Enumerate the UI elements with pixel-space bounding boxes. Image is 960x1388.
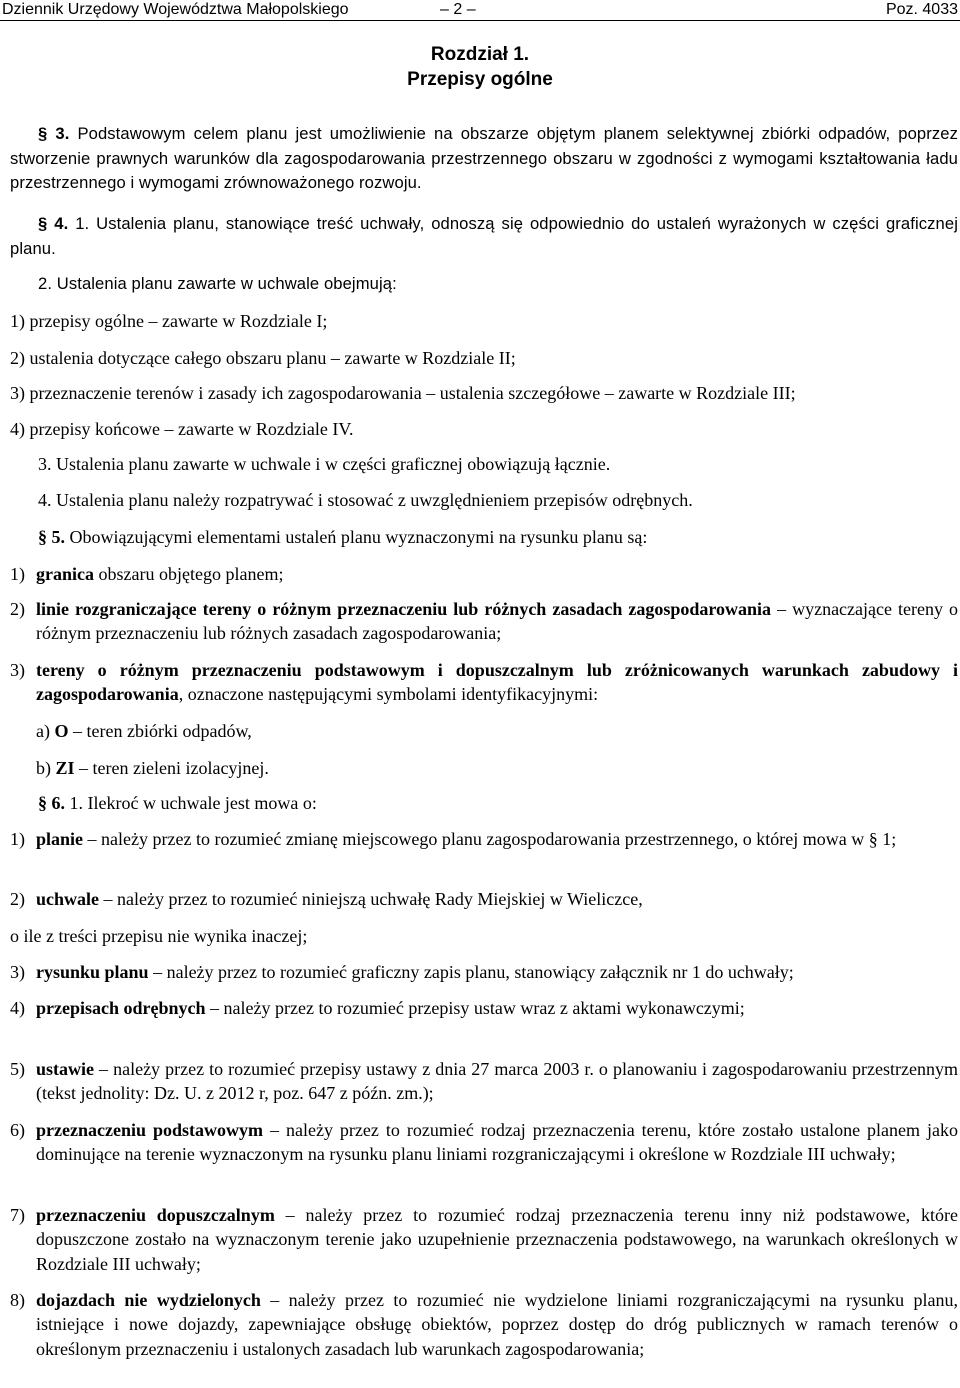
definition: – należy przez to rozumieć przepisy ustaw wraz z aktami wykonawczymi; bbox=[210, 998, 745, 1018]
paragraph-4-1 bbox=[10, 212, 958, 261]
term: przeznaczeniu podstawowym bbox=[36, 1120, 263, 1140]
paragraph-text: 1. Ilekroć w uchwale jest mowa o: bbox=[69, 793, 317, 813]
term: ustawie bbox=[36, 1059, 94, 1079]
definition: – teren zbiórki odpadów, bbox=[73, 721, 252, 741]
item-number: 3) bbox=[10, 962, 25, 982]
item-number: 6) bbox=[10, 1120, 25, 1140]
definition: – należy przez to rozumieć rodzaj przeznaczenia terenu, które zostało ustalone planem jako dominujące na terenie wyznaczonym na rysunku planu liniami rozgraniczającymi i określone w Rozdziale III uchwały; bbox=[36, 1120, 959, 1165]
term: przepisach odrębnych bbox=[36, 998, 206, 1018]
term: linie rozgraniczające tereny o różnym przeznaczeniu lub różnych zasadach zagospodarowania bbox=[36, 599, 772, 619]
page-number: – 2 – bbox=[440, 1, 476, 18]
page-header bbox=[0, 0, 960, 22]
term: uchwale bbox=[36, 889, 99, 909]
position-number: Poz. 4033 bbox=[885, 1, 958, 18]
definition: – teren zieleni izolacyjnej. bbox=[79, 758, 269, 778]
definition-item bbox=[10, 1288, 958, 1361]
term: planie bbox=[36, 829, 84, 849]
list-item: 1) przepisy ogólne – zawarte w Rozdziale I; bbox=[10, 311, 328, 331]
sub-label: a) bbox=[36, 721, 50, 741]
definition: – wyznaczające tereny o różnym przeznaczeniu lub różnych zasadach zagospodarowania; bbox=[36, 599, 958, 644]
definition-item bbox=[10, 887, 958, 911]
symbol: ZI bbox=[55, 758, 75, 778]
term: tereny o różnym przeznaczeniu podstawowym i dopuszczalnym lub zróżnicowanych warunkach zabudowy i zagospodarowania bbox=[36, 660, 958, 705]
definition: obszaru objętego planem; bbox=[98, 564, 284, 584]
definition-item bbox=[10, 1057, 958, 1106]
item-number: 1) bbox=[10, 564, 25, 584]
section-mark: § 3. bbox=[38, 124, 70, 143]
definition: – należy przez to rozumieć nie wydzielone liniami rozgraniczającymi na rysunku planu, istniejące i nowe dojazdy, zapewniające obsługę obiektów, poprzez dostęp do dróg publicznych w ramach terenów o określonym przeznaczeniu i ustalonych zasadach lub warunkach zagospodarowania; bbox=[36, 1290, 958, 1359]
list-item bbox=[10, 658, 958, 707]
symbol: O bbox=[54, 721, 69, 741]
clause-note: o ile z treści przepisu nie wynika inaczej; bbox=[10, 926, 308, 946]
term: dojazdach nie wydzielonych bbox=[36, 1290, 261, 1310]
paragraph-5 bbox=[10, 525, 958, 550]
sub-item bbox=[36, 756, 958, 780]
paragraph-text: Obowiązującymi elementami ustaleń planu wyznaczonymi na rysunku planu są: bbox=[69, 527, 648, 547]
item-number: 2) bbox=[10, 599, 25, 619]
section-mark: § 6. bbox=[38, 793, 65, 813]
definition: , oznaczone następującymi symbolami identyfikacyjnymi: bbox=[178, 684, 599, 705]
list-item bbox=[10, 562, 958, 586]
chapter-number: Rozdział 1. bbox=[430, 44, 530, 65]
item-number: 1) bbox=[10, 829, 25, 849]
definition: – należy przez to rozumieć rodzaj przeznaczenia terenu inny niż podstawowe, które dopuszczone zostało na wyznaczonym terenie jako uzupełnienie przeznaczenia podstawowego, na warunkach określonych w Rozdziale III uchwały; bbox=[36, 1205, 959, 1274]
term: rysunku planu bbox=[36, 962, 149, 982]
definition-item bbox=[10, 827, 958, 851]
paragraph-text: 1. Ustalenia planu, stanowiące treść uchwały, odnoszą się odpowiednio do ustaleń wyrażonych w części graficznej planu. bbox=[10, 214, 958, 258]
paragraph-3 bbox=[10, 122, 958, 196]
item-number: 4) bbox=[10, 998, 25, 1018]
definition: – należy przez to rozumieć graficzny zapis planu, stanowiący załącznik nr 1 do uchwały; bbox=[153, 962, 794, 982]
paragraph-4-2: 2. Ustalenia planu zawarte w uchwale obejmują: bbox=[38, 274, 397, 293]
definition: – należy przez to rozumieć niniejszą uchwałę Rady Miejskiej w Wieliczce, bbox=[103, 889, 643, 909]
item-number: 8) bbox=[10, 1290, 25, 1310]
section-mark: § 5. bbox=[38, 527, 65, 547]
paragraph-4-3: 3. Ustalenia planu zawarte w uchwale i w części graficznej obowiązują łącznie. bbox=[38, 454, 611, 474]
section-mark: § 4. bbox=[38, 214, 69, 233]
item-number: 2) bbox=[10, 889, 25, 909]
definition-item bbox=[10, 1203, 958, 1276]
item-number: 3) bbox=[10, 660, 25, 680]
paragraph-text: Podstawowym celem planu jest umożliwienie na obszarze objętym planem selektywnej zbiórki odpadów, poprzez stworzenie prawnych warunków dla zagospodarowania przestrzennego obszaru w zgodności z wymogami kształtowania ładu przestrzennego i wymogami zrównoważonego rozwoju. bbox=[10, 124, 958, 192]
list-item: 2) ustalenia dotyczące całego obszaru planu – zawarte w Rozdziale II; bbox=[10, 348, 516, 368]
definition-item bbox=[10, 960, 958, 984]
list-item: 4) przepisy końcowe – zawarte w Rozdziale IV. bbox=[10, 419, 354, 439]
chapter-title: Przepisy ogólne bbox=[407, 69, 553, 90]
term: granica bbox=[36, 564, 94, 584]
definition: – należy przez to rozumieć przepisy ustawy z dnia 27 marca 2003 r. o planowaniu i zagospodarowaniu przestrzennym (tekst jednolity: Dz. U. z 2012 r, poz. 647 z późn. zm.); bbox=[36, 1059, 958, 1104]
paragraph-6 bbox=[10, 791, 958, 816]
definition-item bbox=[10, 996, 958, 1020]
list-item: 3) przeznaczenie terenów i zasady ich zagospodarowania – ustalenia szczegółowe – zawarte w Rozdziale III; bbox=[10, 383, 796, 403]
sub-item bbox=[36, 719, 958, 743]
header-divider bbox=[0, 20, 960, 21]
list-item bbox=[10, 597, 958, 646]
definition-item bbox=[10, 1118, 958, 1167]
journal-title: Dziennik Urzędowy Województwa Małopolskiego bbox=[2, 1, 349, 18]
definition: – należy przez to rozumieć zmianę miejscowego planu zagospodarowania przestrzennego, o której mowa w § 1; bbox=[87, 829, 897, 849]
term: przeznaczeniu dopuszczalnym bbox=[36, 1205, 275, 1225]
paragraph-4-4: 4. Ustalenia planu należy rozpatrywać i stosować z uwzględnieniem przepisów odrębnych. bbox=[38, 490, 693, 510]
sub-label: b) bbox=[36, 758, 51, 778]
item-number: 7) bbox=[10, 1205, 25, 1225]
item-number: 5) bbox=[10, 1059, 25, 1079]
